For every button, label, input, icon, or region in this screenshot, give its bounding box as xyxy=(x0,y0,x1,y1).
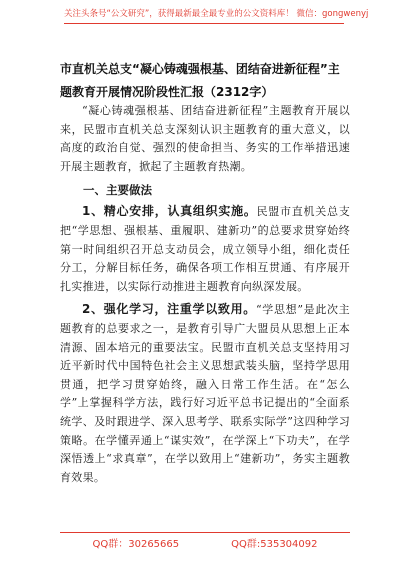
item2-heading: 2、强化学习，注重学以致用。 xyxy=(82,302,256,317)
item1-text: 民盟市直机关总支把“学思想、强根基、重履职、建新功”的总要求贯穿始终第一时间组织召开总支动员会，成立领导小组，细化责任分工，分解目标任务，确保各项工作相互贯通、有序展开扎实推进，以实际行动推进主题教育向纵深发展。 xyxy=(60,205,350,293)
footer-qq-group-1: QQ群：30265665 xyxy=(92,539,180,550)
top-banner: 关注头条号“公文研究”，获得最新最全最专业的公文资料库！ 微信：gongwenyj xyxy=(64,8,344,24)
item2-text: “学思想”是此次主题教育的总要求之一，是教育引导广大盟员从思想上正本清源、固本培元的重要法宝。民盟市直机关总支坚持用习近平新时代中国特色社会主义思想武装头脑，坚持学思用贯通，把学习贯穿始终，融入日常工作生活。在“怎么学”上掌握科学方法，践行好习近平总书记提出的“全面系统学、及时跟进学、深入思考学、联系实际学”这四种学习策略。在学懂弄通上“谋实效”，在学深上“下功夫”，在学深悟透上“求真章”，在学以致用上“建新功”，务实主题教育效果。 xyxy=(60,303,350,484)
item1-heading: 1、精心安排，认真组织实施。 xyxy=(82,204,257,219)
intro-paragraph: “凝心铸魂强根基、团结奋进新征程”主题教育开展以来，民盟市直机关总支深刻认识主题教育的重大意义，以高度的政治自觉、强烈的使命担当、务实的工作举措迅速开展主题教育，掀起了主题教育热潮。 xyxy=(60,104,350,173)
footer xyxy=(60,532,350,550)
section-heading: 一、主要做法 xyxy=(83,183,152,198)
document-body xyxy=(60,102,350,487)
document-title: 市直机关总支“凝心铸魂强根基、团结奋进新征程”主题教育开展情况阶段性汇报（2312字） xyxy=(60,62,340,99)
item1-paragraph xyxy=(60,202,350,296)
item2-paragraph xyxy=(60,300,350,487)
footer-qq-group-2: QQ群:535304092 xyxy=(231,539,318,550)
